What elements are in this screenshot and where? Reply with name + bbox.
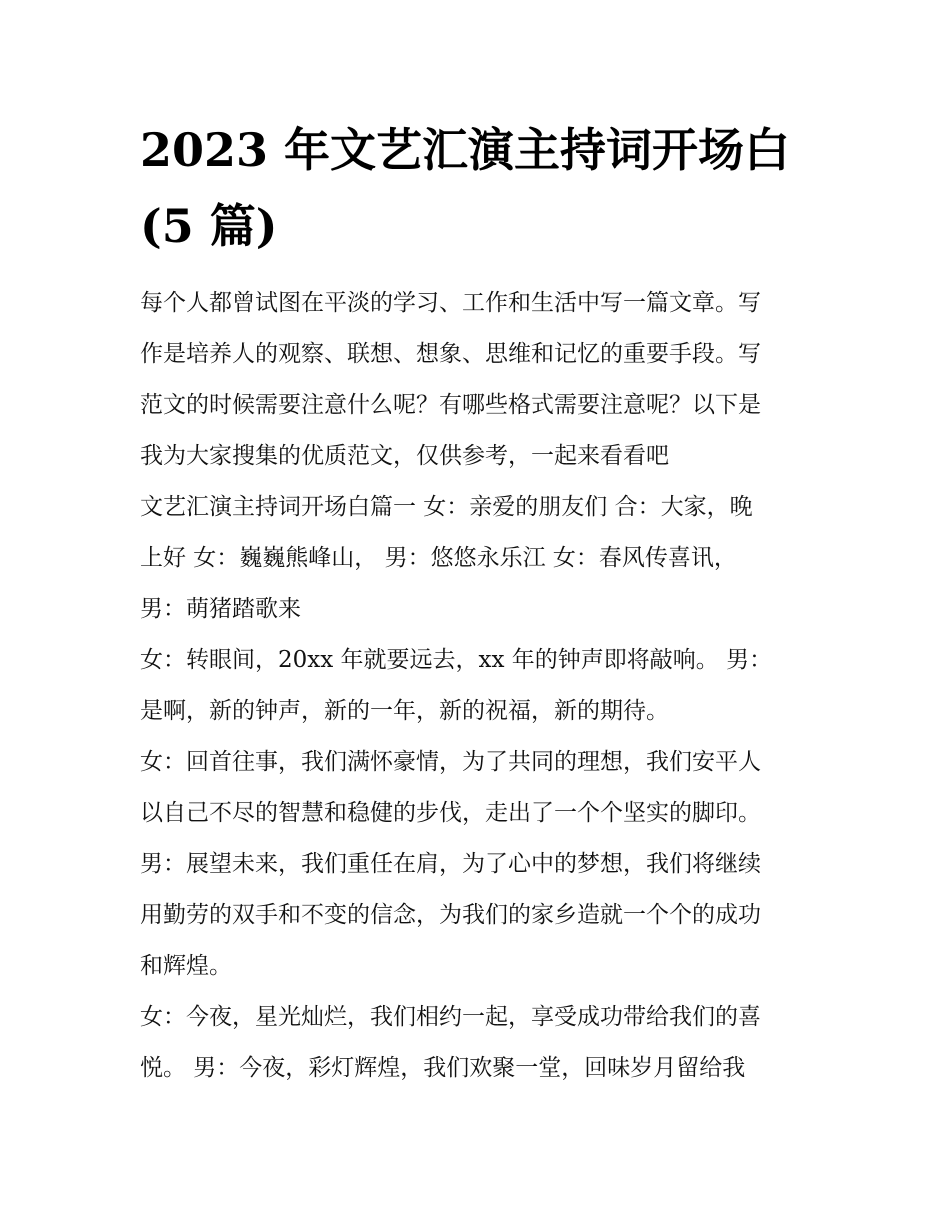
body-line: 女：今夜，星光灿烂，我们相约一起，享受成功带给我们的喜	[140, 1004, 761, 1030]
body-line: 是啊，新的钟声，新的一年，新的祝福，新的期待。	[140, 698, 669, 724]
body-line: 女：回首往事，我们满怀豪情，为了共同的理想，我们安平人	[140, 749, 761, 775]
document-title	[140, 112, 820, 264]
body-line: 用勤劳的双手和不变的信念，为我们的家乡造就一个个的成功	[140, 902, 761, 928]
body-line: 上好 女：巍巍熊峰山， 男：悠悠永乐江 女：春风传喜讯，	[140, 545, 737, 571]
body-line: 以自己不尽的智慧和稳健的步伐，走出了一个个坚实的脚印。	[140, 800, 761, 826]
body-line: 悦。 男：今夜，彩灯辉煌，我们欢聚一堂，回味岁月留给我	[140, 1055, 746, 1081]
body-line: 我为大家搜集的优质范文，仅供参考，一起来看看吧	[140, 443, 669, 469]
body-line: 和辉煌。	[140, 953, 232, 979]
title-line: (5 篇)	[140, 199, 278, 253]
body-line: 男：展望未来，我们重任在肩，为了心中的梦想，我们将继续	[140, 851, 761, 877]
body-line: 每个人都曾试图在平淡的学习、工作和生活中写一篇文章。写	[140, 290, 761, 316]
title-line: 2023 年文艺汇演主持词开场白	[140, 123, 791, 177]
body-line: 女：转眼间，20xx 年就要远去，xx 年的钟声即将敲响。 男：	[140, 647, 773, 673]
body-line: 作是培养人的观察、联想、想象、思维和记忆的重要手段。写	[140, 341, 761, 367]
document-body	[140, 278, 820, 1094]
body-line: 文艺汇演主持词开场白篇一 女：亲爱的朋友们 合：大家，晚	[140, 494, 753, 520]
body-line: 范文的时候需要注意什么呢？有哪些格式需要注意呢？以下是	[140, 392, 761, 418]
body-line: 男：萌猪踏歌来	[140, 596, 301, 622]
